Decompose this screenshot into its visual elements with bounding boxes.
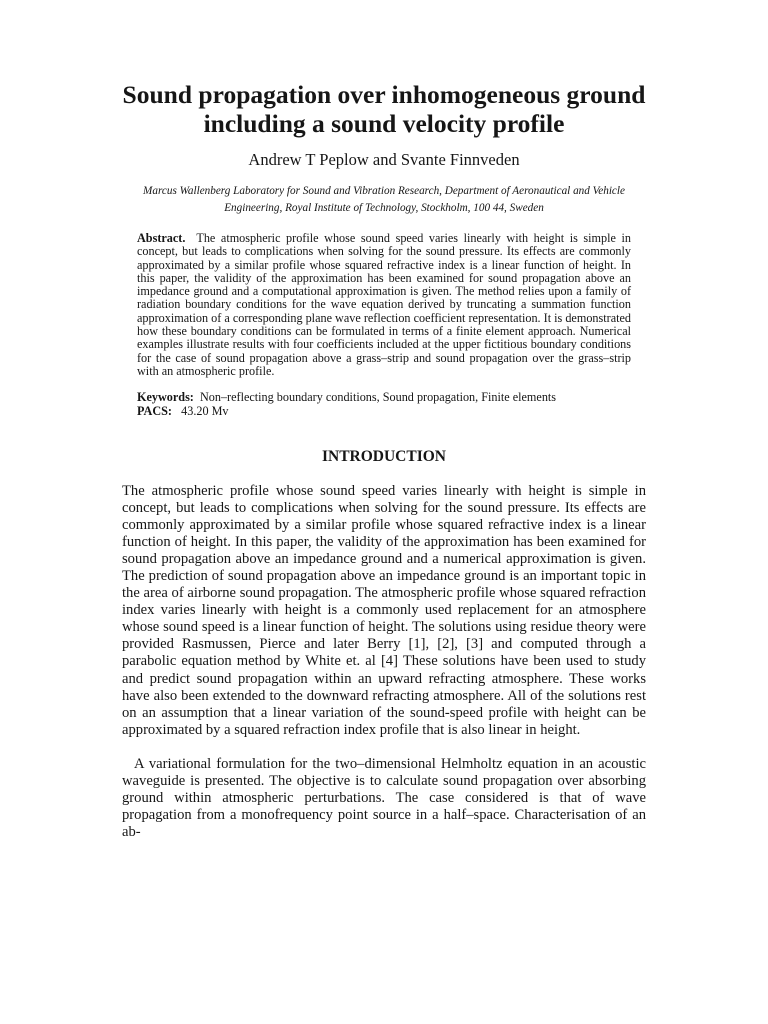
keywords-label: Keywords: bbox=[137, 390, 194, 404]
author-list: Andrew T Peplow and Svante Finnveden bbox=[248, 150, 520, 169]
intro-paragraph-2: A variational formulation for the two–dimensional Helmholtz equation in an acoustic waveguide is presented. The objective is to calculate sound propagation over absorbing ground within atmospheric perturbations. The case considered is that of wave propagation from a monofrequency point source in a half–space. Characterisation of an ab- bbox=[122, 756, 646, 841]
pacs-label: PACS: bbox=[137, 404, 172, 418]
keywords-text: Non–reflecting boundary conditions, Sound propagation, Finite elements bbox=[199, 390, 557, 404]
keywords-line bbox=[137, 391, 631, 404]
abstract-label: Abstract. bbox=[137, 231, 186, 245]
abstract bbox=[137, 232, 631, 378]
abstract-text: The atmospheric profile whose sound speed varies linearly with height is simple in concept, but leads to complications when solving for the sound pressure. Its effects are commonly approximated by a similar profile whose squared refractive index is a linear function of height. In this paper, the validity of the approximation has been examined for sound propagation above an impedance ground and a computational approximation is given. The method relies upon a family of radiation boundary conditions for the wave equation derived by truncating a summation function approximation of a corresponding plane wave reflection coefficient representation. It is demonstrated how these boundary conditions can be formulated in terms of a finite element approach. Numerical examples illustrate results with four coefficients included at the upper fictitious boundary conditions for the case of sound propagation above a grass–strip and sound propagation over the grass–strip with an atmospheric profile. bbox=[137, 231, 631, 378]
paper-title: Sound propagation over inhomogeneous ground including a sound velocity profile bbox=[122, 80, 646, 138]
pacs-line bbox=[137, 405, 631, 418]
author-affiliation: Marcus Wallenberg Laboratory for Sound and Vibration Research, Department of Aeronautical and Vehicle Engineering, Royal Institute of Technology, Stockholm, 100 44, Sweden bbox=[143, 185, 625, 214]
section-heading-introduction: INTRODUCTION bbox=[321, 448, 446, 465]
pacs-text: 43.20 Mv bbox=[181, 404, 229, 418]
intro-paragraph-1: The atmospheric profile whose sound speed varies linearly with height is simple in concept, but leads to complications when solving for the sound pressure. Its effects are commonly approximated by a similar profile whose squared refractive index is a linear function of height. In this paper, the validity of the approximation has been examined for sound propagation above an impedance ground and a numerical approximation is given. The prediction of sound propagation above an impedance ground is an important topic in the area of airborne sound propagation. The atmospheric profile whose squared refraction index varies linearly with height is a commonly used replacement for an atmosphere whose sound speed is a linear function of height. The solutions using residue theory were provided Rasmussen, Pierce and later Berry [1], [2], [3] and computed through a parabolic equation method by White et. al [4] These solutions have been used to study and predict sound propagation within an upward refracting atmosphere. These works have also been extended to the downward refracting atmosphere. All of the solutions rest on an assumption that a linear variation of the sound-speed profile with height can be approximated by a squared refraction index profile that is also linear in height. bbox=[122, 483, 646, 738]
